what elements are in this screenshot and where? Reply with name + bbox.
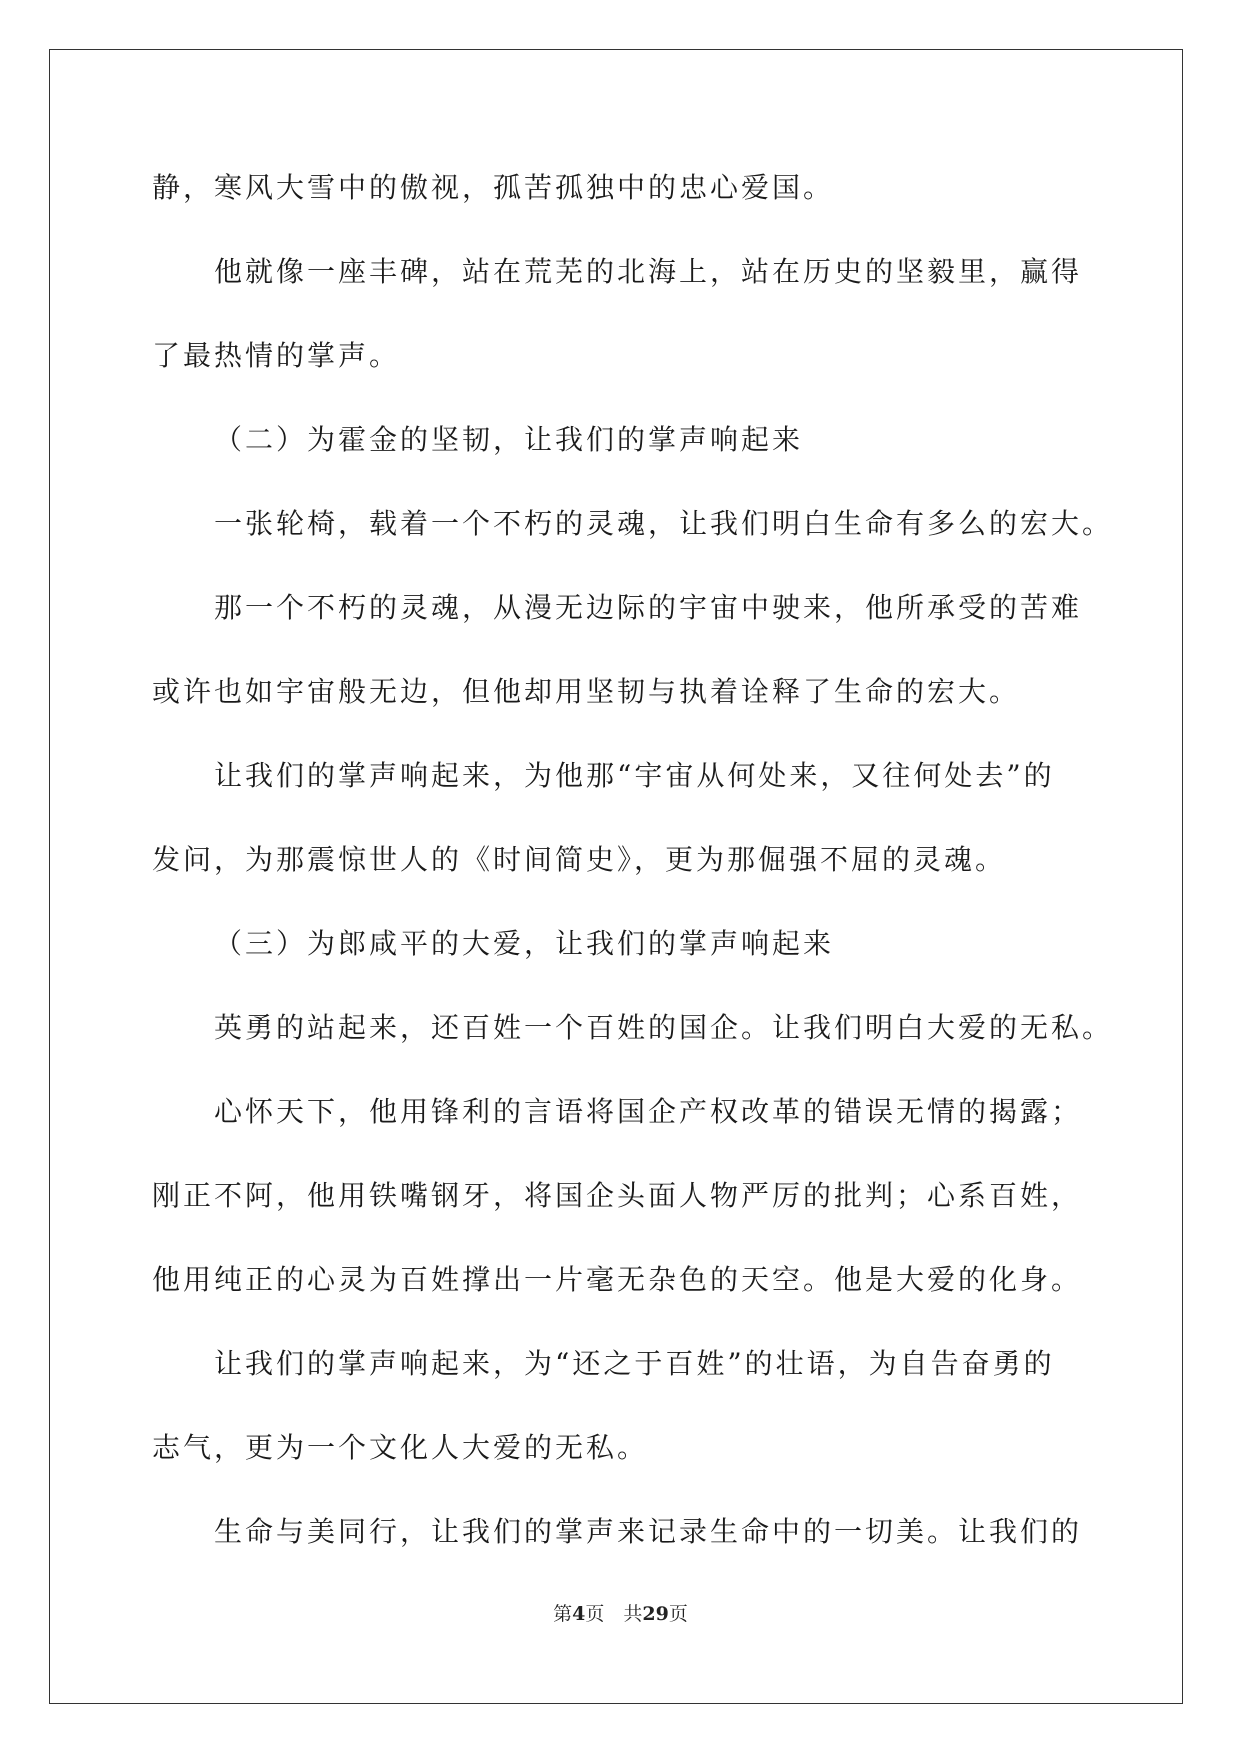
text-line: 让我们的掌声响起来，为“还之于百姓”的壮语，为自告奋勇的: [214, 1347, 1055, 1380]
text-line: 志气，更为一个文化人大爱的无私。: [152, 1431, 649, 1464]
total-page-count: 29: [642, 1603, 669, 1625]
text-line: 刚正不阿，他用铁嘴钢牙，将国企头面人物严厉的批判；心系百姓，: [152, 1179, 1083, 1212]
footer-suffix: 页: [668, 1603, 688, 1625]
section-heading: （二）为霍金的坚韧，让我们的掌声响起来: [214, 423, 804, 456]
text-line: 心怀天下，他用锋利的言语将国企产权改革的错误无情的揭露；: [214, 1095, 1083, 1128]
page-footer: [0, 1602, 1241, 1626]
text-line: 英勇的站起来，还百姓一个百姓的国企。让我们明白大爱的无私。: [214, 1011, 1114, 1044]
text-line: 或许也如宇宙般无边，但他却用坚韧与执着诠释了生命的宏大。: [152, 675, 1021, 708]
text-line: 他用纯正的心灵为百姓撑出一片毫无杂色的天空。他是大爱的化身。: [152, 1263, 1083, 1296]
section-heading: （三）为郎咸平的大爱，让我们的掌声响起来: [214, 927, 835, 960]
text-line: 他就像一座丰碑，站在荒芜的北海上，站在历史的坚毅里，赢得: [214, 255, 1083, 288]
text-line: 静，寒风大雪中的傲视，孤苦孤独中的忠心爱国。: [152, 171, 835, 204]
footer-mid: 页 共: [585, 1603, 643, 1625]
text-line: 生命与美同行，让我们的掌声来记录生命中的一切美。让我们的: [214, 1515, 1083, 1548]
text-line: 那一个不朽的灵魂，从漫无边际的宇宙中驶来，他所承受的苦难: [214, 591, 1083, 624]
text-line: 让我们的掌声响起来，为他那“宇宙从何处来，又往何处去”的: [214, 759, 1055, 792]
text-line: 一张轮椅，载着一个不朽的灵魂，让我们明白生命有多么的宏大。: [214, 507, 1114, 540]
text-line: 发问，为那震惊世人的《时间简史》，更为那倔强不屈的灵魂。: [152, 843, 1007, 876]
current-page-number: 4: [572, 1603, 586, 1625]
footer-prefix: 第: [553, 1603, 573, 1625]
text-line: 了最热情的掌声。: [152, 339, 401, 372]
